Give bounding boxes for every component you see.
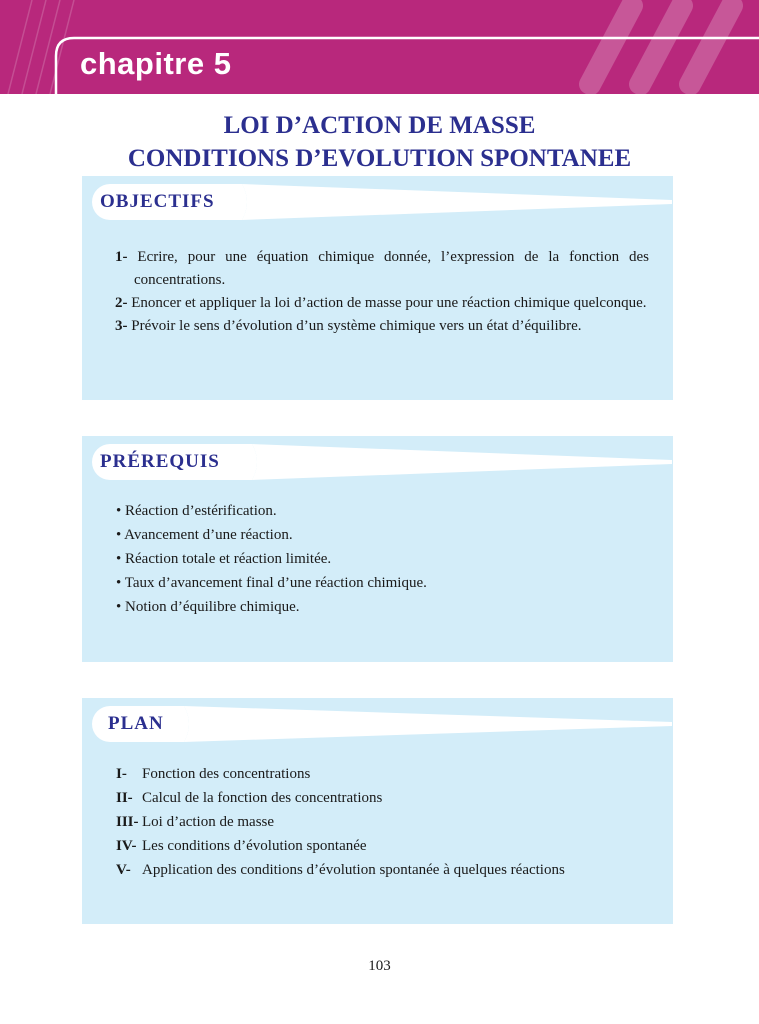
item-text: Loi d’action de masse	[142, 814, 275, 830]
item-number: 2-	[115, 295, 128, 311]
chapter-label: chapitre 5	[80, 46, 232, 81]
objectifs-list	[82, 246, 649, 338]
list-item	[82, 834, 649, 858]
objectifs-heading: OBJECTIFS	[100, 191, 215, 212]
item-number: II-	[116, 790, 133, 806]
list-item	[82, 292, 649, 315]
list-item: • Notion d’équilibre chimique.	[116, 599, 300, 615]
list-item: • Taux d’avancement final d’une réaction chimique.	[116, 575, 427, 591]
item-number: V-	[116, 862, 131, 878]
item-text: Prévoir le sens d’évolution d’un système chimique vers un état d’équilibre.	[131, 318, 582, 334]
chapter-banner	[0, 0, 759, 94]
page-title-line-1: LOI D’ACTION DE MASSE	[223, 112, 536, 139]
list-item	[82, 246, 649, 292]
objectifs-panel	[82, 176, 673, 400]
list-item	[82, 786, 649, 810]
item-number: IV-	[116, 838, 137, 854]
prerequis-heading-pill	[92, 444, 652, 480]
list-item	[82, 762, 649, 786]
list-item: • Réaction d’estérification.	[116, 503, 277, 519]
list-item: • Avancement d’une réaction.	[116, 527, 293, 543]
item-text: Calcul de la fonction des concentrations	[142, 790, 383, 806]
page-title-line-2: CONDITIONS D’EVOLUTION SPONTANEE	[127, 145, 632, 172]
plan-heading-pill	[92, 706, 652, 742]
prerequis-list	[82, 499, 649, 619]
plan-panel	[82, 698, 673, 924]
list-item	[82, 810, 649, 834]
list-item	[82, 858, 649, 882]
item-text: Fonction des concentrations	[142, 766, 311, 782]
page-number: 103	[368, 958, 391, 974]
item-number: I-	[116, 766, 127, 782]
objectifs-heading-pill	[92, 184, 652, 220]
item-text: Enoncer et appliquer la loi d’action de masse pour une réaction chimique quelconque.	[131, 295, 647, 311]
list-item	[82, 315, 649, 338]
prerequis-heading: PRÉREQUIS	[100, 451, 220, 472]
plan-heading: PLAN	[108, 713, 164, 734]
prerequis-panel	[82, 436, 673, 662]
list-item: • Réaction totale et réaction limitée.	[116, 551, 332, 567]
item-text: Les conditions d’évolution spontanée	[142, 838, 367, 854]
item-number: III-	[116, 814, 139, 830]
item-number: 3-	[115, 318, 128, 334]
item-number: 1-	[115, 249, 128, 265]
plan-list	[82, 762, 649, 882]
item-text: Ecrire, pour une équation chimique donnée, l’expression de la fonction des concentrations.	[134, 249, 649, 288]
item-text: Application des conditions d’évolution spontanée à quelques réactions	[142, 862, 565, 878]
